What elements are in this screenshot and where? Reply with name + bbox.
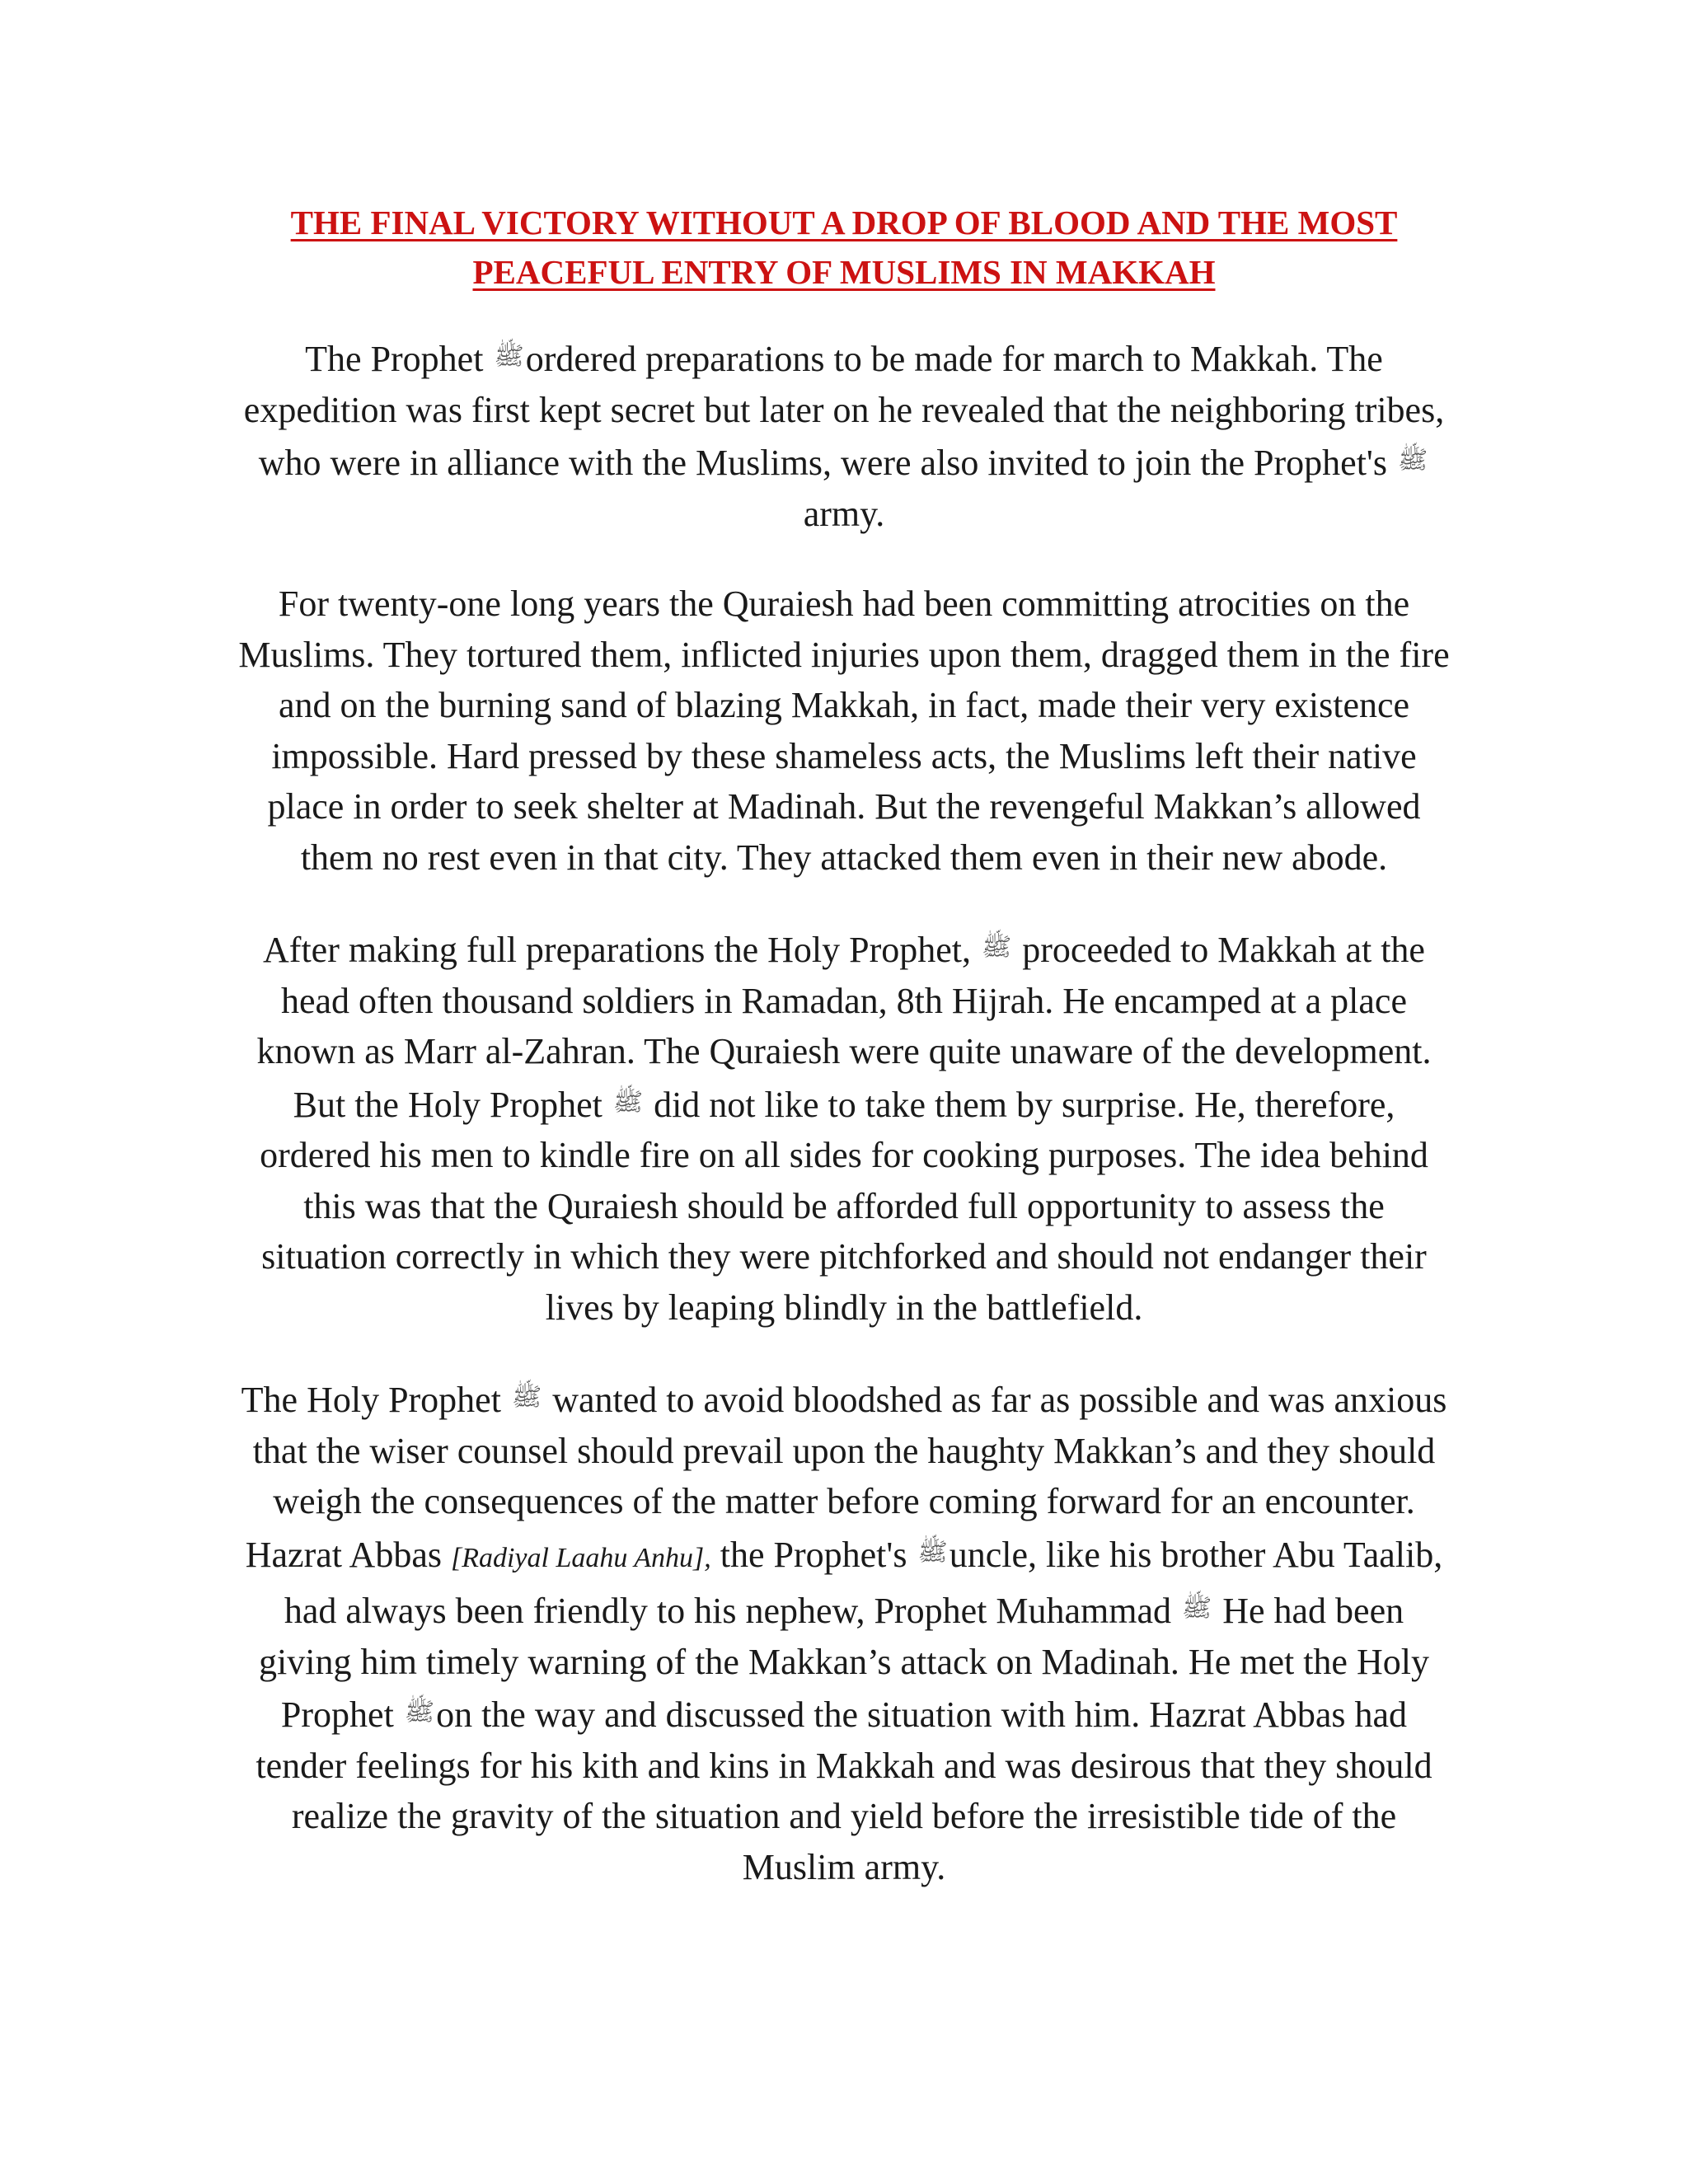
text-run: He had been — [1213, 1591, 1404, 1631]
text-run: proceeded to Makkah at the — [1013, 930, 1425, 970]
salutation-icon: ﷺ — [494, 343, 524, 370]
paragraph-line: impossible. Hard pressed by these shameless acts, the Muslims left their native — [271, 735, 1417, 776]
text-run: After making full preparations the Holy Prophet, — [263, 930, 981, 970]
paragraph-line — [190, 331, 1498, 385]
paragraph-line — [190, 1583, 1498, 1637]
salutation-icon: ﷺ — [404, 1699, 435, 1726]
salutation-icon: ﷺ — [612, 1088, 644, 1116]
paragraph-line: For twenty-one long years the Quraiesh had been committing atrocities on the — [278, 583, 1410, 624]
paragraph-line: this was that the Quraiesh should be afforded full opportunity to assess the — [303, 1185, 1385, 1226]
text-run: wanted to avoid bloodshed as far as possible and was anxious — [543, 1380, 1447, 1420]
honorific-note: [Radiyal Laahu Anhu], — [450, 1542, 711, 1573]
paragraph-line: army. — [803, 493, 885, 534]
paragraph-line: head often thousand soldiers in Ramadan, 8th Hijrah. He encamped at a place — [281, 980, 1407, 1021]
paragraph-1 — [190, 331, 1498, 539]
paragraph-line: realize the gravity of the situation and yield before the irresistible tide of the — [291, 1796, 1397, 1836]
title-line-2: PEACEFUL ENTRY OF MUSLIMS IN MAKKAH — [472, 253, 1216, 291]
text-run: uncle, like his brother Abu Taalib, — [949, 1534, 1443, 1575]
paragraph-line — [190, 1687, 1498, 1741]
salutation-icon: ﷺ — [511, 1384, 542, 1411]
salutation-icon: ﷺ — [917, 1538, 948, 1566]
paragraph-line — [190, 435, 1498, 489]
paragraph-line — [190, 922, 1498, 976]
paragraph-line: known as Marr al-Zahran. The Quraiesh were quite unaware of the development. — [256, 1031, 1432, 1071]
paragraph-line: weigh the consequences of the matter before coming forward for an encounter. — [273, 1481, 1415, 1521]
salutation-icon: ﷺ — [982, 934, 1012, 961]
paragraph-line: expedition was first kept secret but later on he revealed that the neighboring tribes, — [243, 389, 1445, 430]
paragraph-line — [190, 1372, 1498, 1426]
text-run: who were in alliance with the Muslims, were also invited to join the Prophet's — [258, 443, 1396, 483]
paragraph-line: ordered his men to kindle fire on all sides for cooking purposes. The idea behind — [260, 1135, 1428, 1175]
text-run: But the Holy Prophet — [293, 1084, 612, 1125]
text-run: Hazrat Abbas — [245, 1534, 451, 1575]
document-page — [190, 198, 1498, 1932]
text-run: Prophet — [280, 1694, 403, 1735]
page-title — [190, 198, 1498, 297]
text-run: did not like to take them by surprise. He, therefore, — [645, 1084, 1395, 1125]
paragraph-line — [190, 1077, 1498, 1131]
paragraph-line: tender feelings for his kith and kins in Makkah and was desirous that they should — [256, 1745, 1432, 1786]
text-run: on the way and discussed the situation with him. Hazrat Abbas had — [436, 1694, 1408, 1735]
title-line-1: THE FINAL VICTORY WITHOUT A DROP OF BLOOD AND THE MOST — [290, 204, 1398, 241]
paragraph-line: Muslims. They tortured them, inflicted injuries upon them, dragged them in the fire — [238, 634, 1450, 675]
salutation-icon: ﷺ — [1397, 447, 1428, 474]
paragraph-line: giving him timely warning of the Makkan’s attack on Madinah. He met the Holy — [259, 1641, 1429, 1682]
text-run: The Holy Prophet — [241, 1380, 510, 1420]
text-run: the Prophet's — [710, 1534, 917, 1575]
text-run: had always been friendly to his nephew, Prophet Muhammad — [284, 1591, 1180, 1631]
paragraph-line: that the wiser counsel should prevail upon the haughty Makkan’s and they should — [252, 1430, 1436, 1471]
paragraph-3 — [190, 922, 1498, 1333]
text-run: The Prophet — [305, 339, 493, 379]
paragraph-line: them no rest even in that city. They attacked them even in their new abode. — [300, 837, 1388, 878]
paragraph-line: situation correctly in which they were pitchforked and should not endanger their — [261, 1236, 1427, 1277]
paragraph-2 — [190, 579, 1498, 883]
text-run: ordered preparations to be made for march to Makkah. The — [525, 339, 1383, 379]
paragraph-line: and on the burning sand of blazing Makkah, in fact, made their very existence — [278, 685, 1410, 725]
paragraph-line: Muslim army. — [742, 1846, 946, 1887]
paragraph-line: place in order to seek shelter at Madinah. But the revengeful Makkan’s allowed — [267, 786, 1421, 827]
paragraph-line — [190, 1527, 1498, 1584]
paragraph-line: lives by leaping blindly in the battlefield. — [545, 1286, 1143, 1328]
salutation-icon: ﷺ — [1181, 1595, 1212, 1622]
paragraph-4 — [190, 1372, 1498, 1892]
